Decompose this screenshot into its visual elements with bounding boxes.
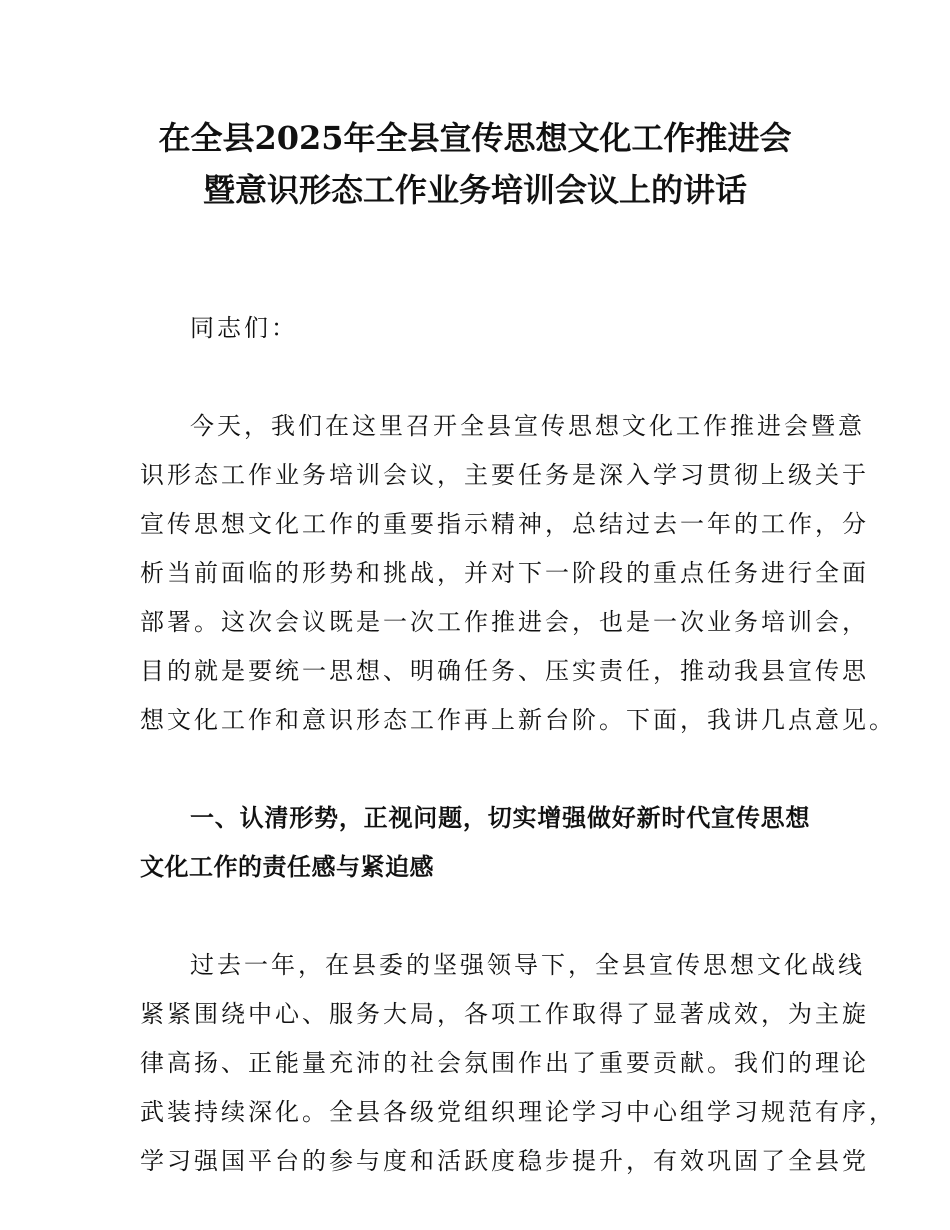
- intro-line: 部署。这次会议既是一次工作推进会，也是一次业务培训会，: [140, 608, 869, 636]
- section1-line: 律高扬、正能量充沛的社会氛围作出了重要贡献。我们的理论: [140, 1049, 869, 1077]
- intro-line: 想文化工作和意识形态工作再上新台阶。下面，我讲几点意见。: [140, 706, 896, 734]
- section1-line: 紧紧围绕中心、服务大局，各项工作取得了显著成效，为主旋: [140, 1000, 869, 1028]
- section1-line: 学习强国平台的参与度和活跃度稳步提升，有效巩固了全县党: [140, 1147, 869, 1175]
- title-line-1: 在全县2025年全县宣传思想文化工作推进会: [158, 119, 792, 157]
- intro-line: 识形态工作业务培训会议，主要任务是深入学习贯彻上级关于: [140, 461, 869, 489]
- section-heading-line: 文化工作的责任感与紧迫感: [140, 853, 434, 881]
- salutation: 同志们：: [190, 314, 298, 342]
- intro-line: 今天，我们在这里召开全县宣传思想文化工作推进会暨意: [190, 412, 865, 440]
- paragraph-gap: [140, 745, 810, 794]
- intro-line: 宣传思想文化工作的重要指示精神，总结过去一年的工作，分: [140, 510, 869, 538]
- section-heading-line: 一、认清形势，正视问题，切实增强做好新时代宣传思想: [190, 804, 810, 832]
- intro-line: 目的就是要统一思想、明确任务、压实责任，推动我县宣传思: [140, 657, 869, 685]
- paragraph-gap: [140, 892, 810, 941]
- document-title: [140, 112, 810, 216]
- paragraph-gap: [140, 353, 810, 402]
- section1-line: 过去一年，在县委的坚强领导下，全县宣传思想文化战线: [190, 951, 865, 979]
- document-body: [140, 304, 896, 1186]
- intro-line: 析当前面临的形势和挑战，并对下一阶段的重点任务进行全面: [140, 559, 869, 587]
- title-line-2: 暨意识形态工作业务培训会议上的讲话: [202, 171, 747, 209]
- section1-line: 武装持续深化。全县各级党组织理论学习中心组学习规范有序，: [140, 1098, 896, 1126]
